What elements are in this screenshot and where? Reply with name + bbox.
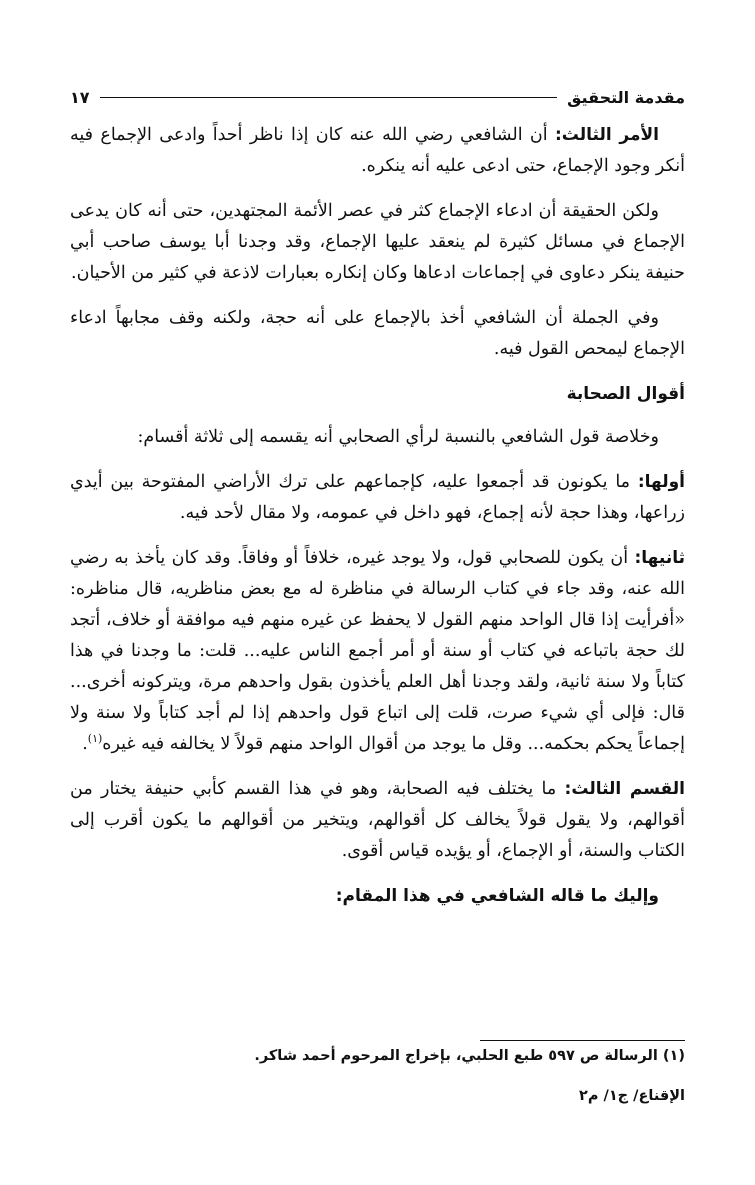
item-tail: . — [82, 734, 88, 754]
closing-line-text: وإليك ما قاله الشافعي في هذا المقام: — [335, 886, 659, 906]
paragraph-third-matter — [70, 120, 685, 182]
header-title: مقدمة التحقيق — [567, 87, 685, 107]
running-header — [70, 82, 685, 112]
body-text — [70, 120, 685, 926]
footnote-ref: (١) — [87, 732, 103, 746]
footnote: (١) الرسالة ص ٥٩٧ طبع الحلبي، بإخراج المرحوم أحمد شاكر. — [254, 1048, 685, 1064]
item-lead: ثانيها: — [634, 548, 685, 568]
item-lead: أولها: — [637, 472, 685, 492]
item-first — [70, 467, 685, 529]
paragraph-lead: الأمر الثالث: — [555, 125, 659, 145]
footnote-divider — [480, 1040, 685, 1041]
item-lead: القسم الثالث: — [564, 779, 685, 799]
item-third — [70, 774, 685, 867]
item-text: أن يكون للصحابي قول، ولا يوجد غيره، خلافاً أو وفاقاً. وقد كان يأخذ به رضي الله عنه، وقد جاء في كتاب الرسالة في مناظرة له مع بعض مناظريه، قال مناظره: «أفرأيت إذا قال الواحد منهم القول لا يحفظ عن غيره منهم فيه موافقة أو خلاف، أتجد لك حجة باتباعه في كتاب أو سنة أو أمر أجمع الناس عليه... قلت: ما وجدنا في هذا كتاباً ولا سنة ثانية، ولقد وجدنا أهل العلم يأخذون بقول واحدهم مرة، ويتركونه أخرى... قال: فإلى أي شيء صرت، قلت إلى اتباع قول واحدهم إذا لم أجد كتاباً ولا سنة ولا إجماعاً يحكم بحكمه... وقل ما يوجد من أقوال الواحد منهم قولاً لا يخالفه فيه غيره — [70, 548, 685, 754]
item-text: ما يكونون قد أجمعوا عليه، كإجماعهم على ترك الأراضي المفتوحة بين أيدي زراعها، وهذا حجة لأنه إجماع، فهو داخل في عمومه، ولا مقال لأحد فيه. — [70, 472, 685, 523]
paragraph-text: وفي الجملة أن الشافعي أخذ بالإجماع على أنه حجة، ولكنه وقف مجابهاً ادعاء الإجماع ليمحص القول فيه. — [70, 308, 685, 359]
closing-line — [70, 881, 685, 912]
item-text: ما يختلف فيه الصحابة، وهو في هذا القسم كأبي حنيفة يختار من أقوالهم، ولا يقول قولاً يخالف كل أقوالهم، ويتخير من أقوالهم ما يكون أقرب إلى الكتاب والسنة، أو الإجماع، أو يؤيده قياس أقوى. — [70, 779, 685, 861]
paragraph-summary — [70, 303, 685, 365]
printer-signature: الإقناع/ ج١/ م٢ — [578, 1088, 685, 1104]
paragraph-text: أن الشافعي رضي الله عنه كان إذا ناظر أحداً وادعى الإجماع فيه أنكر وجود الإجماع، حتى ادعى عليه أنه ينكره. — [70, 125, 685, 176]
paragraph-truth — [70, 196, 685, 289]
page-number: ١٧ — [70, 87, 90, 107]
header-rule — [100, 97, 558, 98]
item-second — [70, 543, 685, 760]
section-heading: أقوال الصحابة — [566, 384, 685, 404]
paragraph-text: ولكن الحقيقة أن ادعاء الإجماع كثر في عصر الأئمة المجتهدين، حتى أنه كان يدعى الإجماع في مسائل كثيرة لم ينعقد عليها الإجماع، وقد وجدنا أبا يوسف صاحب أبي حنيفة ينكر دعاوى في إجماعات ادعاها وكان إنكاره بعبارات لاذعة في كثير من الأحيان. — [70, 201, 685, 283]
section-intro: وخلاصة قول الشافعي بالنسبة لرأي الصحابي أنه يقسمه إلى ثلاثة أقسام: — [137, 427, 659, 447]
